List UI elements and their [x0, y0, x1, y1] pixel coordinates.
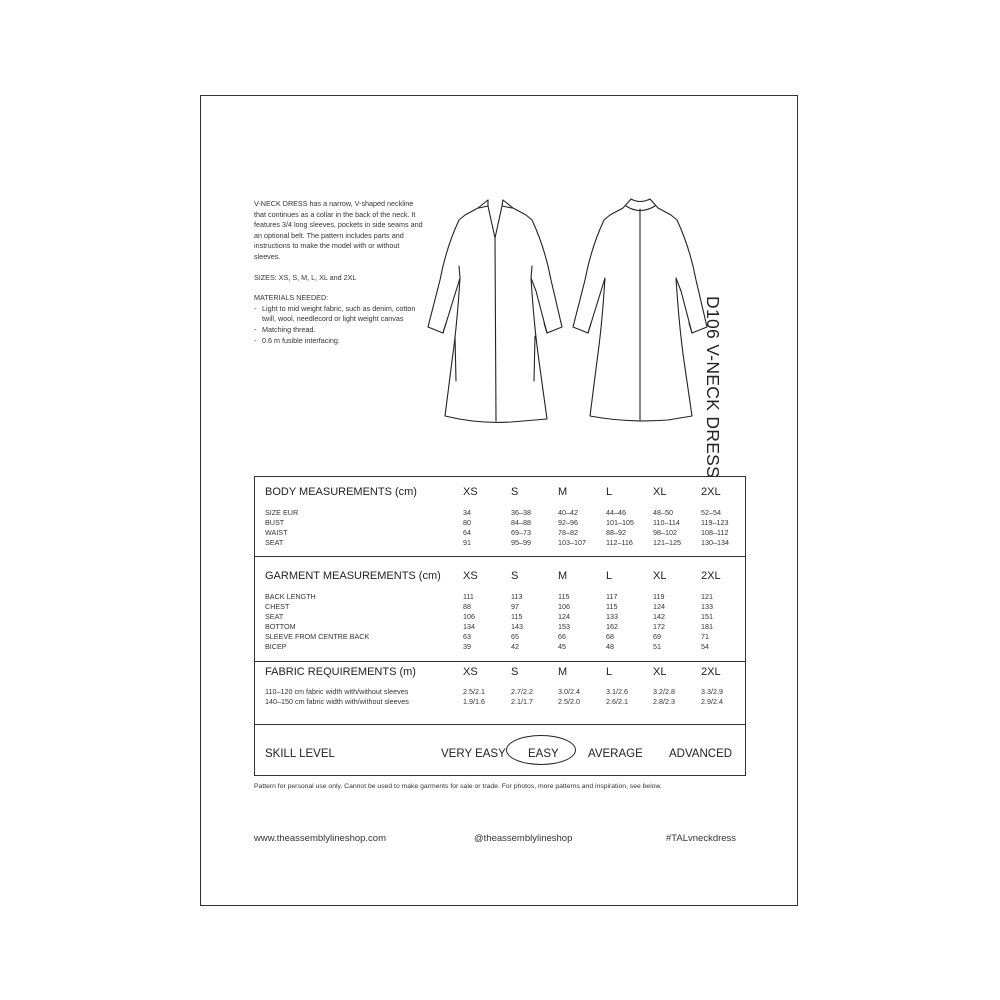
table-cell: 121 [701, 592, 713, 601]
size-header: XL [653, 570, 667, 582]
size-header: M [558, 666, 568, 678]
garment-heading: GARMENT MEASUREMENTS (cm) [265, 570, 441, 582]
table-cell: 2.5/2.0 [558, 697, 580, 706]
table-cell: 134 [463, 622, 475, 631]
table-cell: 48 [606, 642, 614, 651]
table-cell: 119 [653, 592, 665, 601]
table-cell: 92–96 [558, 518, 578, 527]
table-cell: 78–82 [558, 528, 578, 537]
table-cell: 65 [511, 632, 519, 641]
row-label: BUST [265, 518, 285, 527]
table-cell: 130–134 [701, 538, 729, 547]
table-cell: 110–114 [653, 518, 680, 527]
size-header: S [511, 570, 519, 582]
table-cell: 88 [463, 602, 471, 611]
materials-heading: MATERIALS NEEDED: [254, 293, 329, 303]
size-header: L [606, 666, 613, 678]
dress-illustration [423, 196, 713, 426]
table-cell: 36–38 [511, 508, 531, 517]
row-label: BOTTOM [265, 622, 296, 631]
row-label: CHEST [265, 602, 290, 611]
material-item: - Light to mid weight fabric, such as denim, cotton twill, wool, needlecord or light weight canvas [254, 304, 424, 325]
website-link[interactable]: www.theassemblylineshop.com [254, 833, 387, 844]
table-cell: 113 [511, 592, 523, 601]
pattern-title: D106 V-NECK DRESS [703, 296, 723, 479]
row-label: SEAT [265, 538, 284, 547]
table-cell: 95–99 [511, 538, 531, 547]
table-cell: 34 [463, 508, 471, 517]
table-cell: 2.9/2.4 [701, 697, 723, 706]
table-cell: 143 [511, 622, 523, 631]
row-label: 140–150 cm fabric width with/without sleeves [265, 697, 409, 706]
table-cell: 44–46 [606, 508, 626, 517]
table-cell: 52–54 [701, 508, 721, 517]
size-header: 2XL [701, 666, 721, 678]
row-label: BACK LENGTH [265, 592, 316, 601]
table-cell: 2.1/1.7 [511, 697, 533, 706]
table-cell: 97 [511, 602, 519, 611]
table-cell: 80 [463, 518, 471, 527]
table-cell: 71 [701, 632, 709, 641]
table-cell: 39 [463, 642, 471, 651]
material-item: - Matching thread. [254, 325, 424, 336]
fabric-heading: FABRIC REQUIREMENTS (m) [265, 666, 416, 678]
row-label: SEAT [265, 612, 284, 621]
table-cell: 133 [606, 612, 618, 621]
table-cell: 119–123 [701, 518, 729, 527]
row-label: 110–120 cm fabric width with/without sleeves [265, 687, 409, 696]
table-cell: 2.6/2.1 [606, 697, 628, 706]
table-cell: 115 [511, 612, 523, 621]
table-cell: 88–92 [606, 528, 626, 537]
table-cell: 133 [701, 602, 713, 611]
table-cell: 3.0/2.4 [558, 687, 580, 696]
divider [255, 556, 745, 557]
size-header: S [511, 486, 519, 498]
table-cell: 64 [463, 528, 471, 537]
description-intro: V-NECK DRESS has a narrow, V-shaped neckline that continues as a collar in the back of the neck. It features 3/4 long sleeves, pockets in side seams and an optional belt. The pattern includes parts and instructions to make the model with or without sleeves. [254, 199, 423, 261]
row-label: BICEP [265, 642, 287, 651]
size-header: L [606, 486, 613, 498]
table-cell: 2.5/2.1 [463, 687, 485, 696]
table-cell: 66 [558, 632, 566, 641]
table-cell: 54 [701, 642, 709, 651]
table-cell: 103–107 [558, 538, 586, 547]
divider [255, 661, 745, 662]
measurement-table [254, 476, 746, 776]
table-cell: 40–42 [558, 508, 578, 517]
skill-level-average: AVERAGE [588, 748, 643, 760]
table-cell: 124 [558, 612, 570, 621]
table-cell: 112–116 [606, 538, 633, 547]
table-cell: 42 [511, 642, 519, 651]
skill-level-very-easy: VERY EASY [441, 748, 506, 760]
pattern-sheet [200, 95, 798, 906]
table-cell: 172 [653, 622, 665, 631]
table-cell: 84–88 [511, 518, 531, 527]
social-handle[interactable]: @theassemblylineshop [474, 833, 573, 844]
size-header: 2XL [701, 570, 721, 582]
usage-note: Pattern for personal use only. Cannot be used to make garments for sale or trade. For photos, more patterns and inspiration, see below. [254, 783, 662, 790]
size-header: L [606, 570, 613, 582]
sizes-line: SIZES: XS, S, M, L, XL and 2XL [254, 272, 357, 282]
table-cell: 111 [463, 592, 474, 601]
table-cell: 3.3/2.9 [701, 687, 723, 696]
table-cell: 108–112 [701, 528, 729, 537]
table-cell: 181 [701, 622, 713, 631]
table-cell: 51 [653, 642, 661, 651]
table-cell: 142 [653, 612, 665, 621]
table-cell: 3.1/2.6 [606, 687, 628, 696]
front-dress-drawing [428, 200, 562, 422]
table-cell: 151 [701, 612, 713, 621]
table-cell: 68 [606, 632, 614, 641]
row-label: SLEEVE FROM CENTRE BACK [265, 632, 370, 641]
hashtag[interactable]: #TALvneckdress [666, 833, 737, 844]
size-header: S [511, 666, 519, 678]
table-cell: 106 [463, 612, 475, 621]
materials-list [254, 304, 424, 346]
table-cell: 3.2/2.8 [653, 687, 675, 696]
size-header: 2XL [701, 486, 721, 498]
skill-level-advanced: ADVANCED [669, 748, 733, 760]
table-cell: 2.7/2.2 [511, 687, 533, 696]
skill-label: SKILL LEVEL [265, 748, 335, 760]
size-header: XS [463, 486, 478, 498]
table-cell: 117 [606, 592, 618, 601]
table-cell: 45 [558, 642, 566, 651]
body-heading: BODY MEASUREMENTS (cm) [265, 486, 417, 498]
table-cell: 124 [653, 602, 665, 611]
size-header: XL [653, 486, 667, 498]
description-block [254, 199, 424, 346]
table-cell: 98–102 [653, 528, 677, 537]
material-item: - 0.6 m fusible interfacing. [254, 336, 424, 347]
table-cell: 63 [463, 632, 471, 641]
table-cell: 2.8/2.3 [653, 697, 675, 706]
table-cell: 48–50 [653, 508, 673, 517]
table-cell: 101–105 [606, 518, 634, 527]
table-cell: 69 [653, 632, 661, 641]
skill-level-easy: EASY [528, 748, 559, 760]
divider [255, 724, 745, 725]
size-header: XL [653, 666, 667, 678]
size-header: M [558, 486, 568, 498]
table-cell: 115 [558, 592, 570, 601]
table-cell: 106 [558, 602, 570, 611]
table-cell: 69–73 [511, 528, 531, 537]
size-header: XS [463, 666, 478, 678]
size-header: XS [463, 570, 478, 582]
table-cell: 153 [558, 622, 570, 631]
size-header: M [558, 570, 568, 582]
back-dress-drawing [573, 199, 707, 421]
row-label: WAIST [265, 528, 288, 537]
table-cell: 115 [606, 602, 618, 611]
row-label: SIZE EUR [265, 508, 299, 517]
table-cell: 91 [463, 538, 471, 547]
table-cell: 162 [606, 622, 618, 631]
table-cell: 1.9/1.6 [463, 697, 485, 706]
table-cell: 121–125 [653, 538, 681, 547]
